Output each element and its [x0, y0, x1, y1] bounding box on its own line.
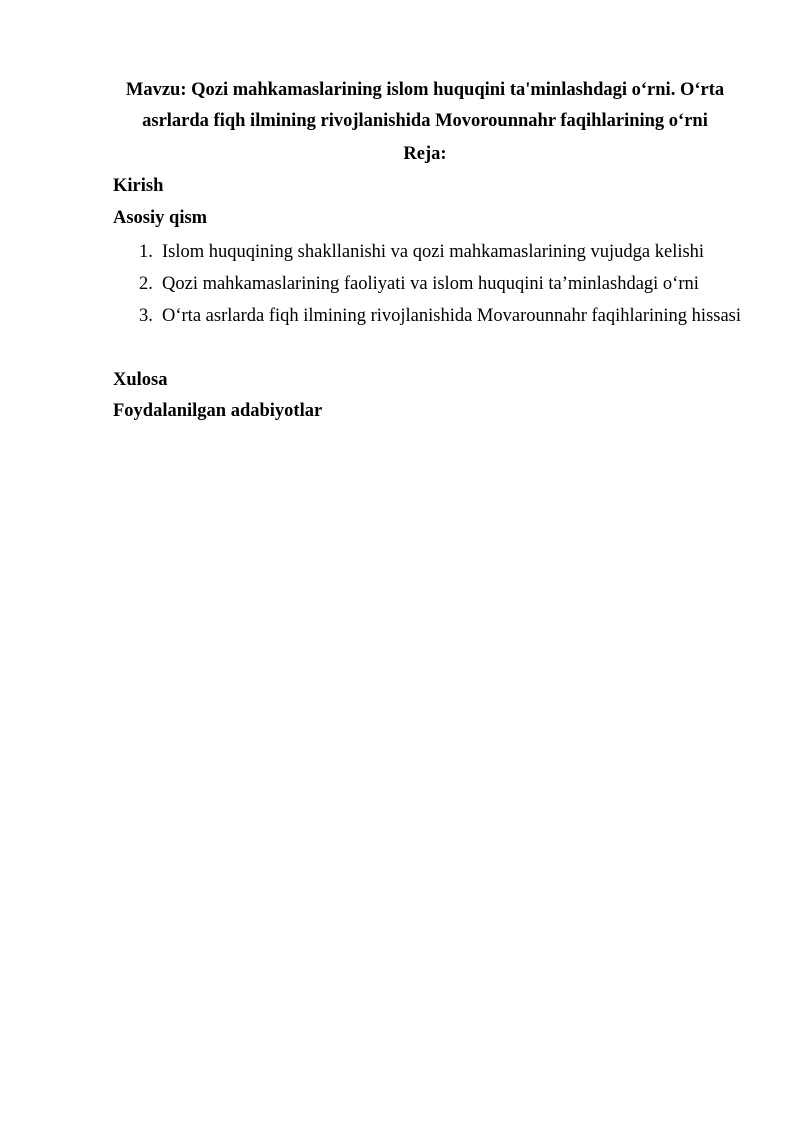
plan-item-number: 2.: [139, 274, 153, 294]
plan-item: [113, 236, 742, 268]
section-main: Asosiy qism: [113, 208, 208, 228]
section-conclusion: Xulosa: [113, 370, 168, 390]
section-references: Foydalanilgan adabiyotlar: [113, 401, 323, 421]
document-title: Mavzu: Qozi mahkamaslarining islom huquqini ta'minlashdagi o‘rni. O‘rta asrlarda fiqh ilmining rivojlanishida Movorounnahr faqihlarining o‘rni: [125, 80, 725, 131]
plan-heading: Reja:: [403, 144, 447, 164]
plan-item: [113, 268, 742, 300]
plan-item-text: Qozi mahkamaslarining faoliyati va islom huquqini ta’minlashdagi o‘rni: [162, 274, 699, 294]
plan-list: [113, 236, 742, 332]
plan-item-number: 3.: [139, 306, 153, 326]
plan-item: [113, 300, 742, 332]
plan-item-text: Islom huquqining shakllanishi va qozi mahkamaslarining vujudga kelishi: [162, 242, 705, 262]
plan-item-text: O‘rta asrlarda fiqh ilmining rivojlanishida Movarounnahr faqihlarining hissasi: [162, 306, 742, 326]
plan-item-number: 1.: [139, 242, 153, 262]
section-intro: Kirish: [113, 176, 164, 196]
